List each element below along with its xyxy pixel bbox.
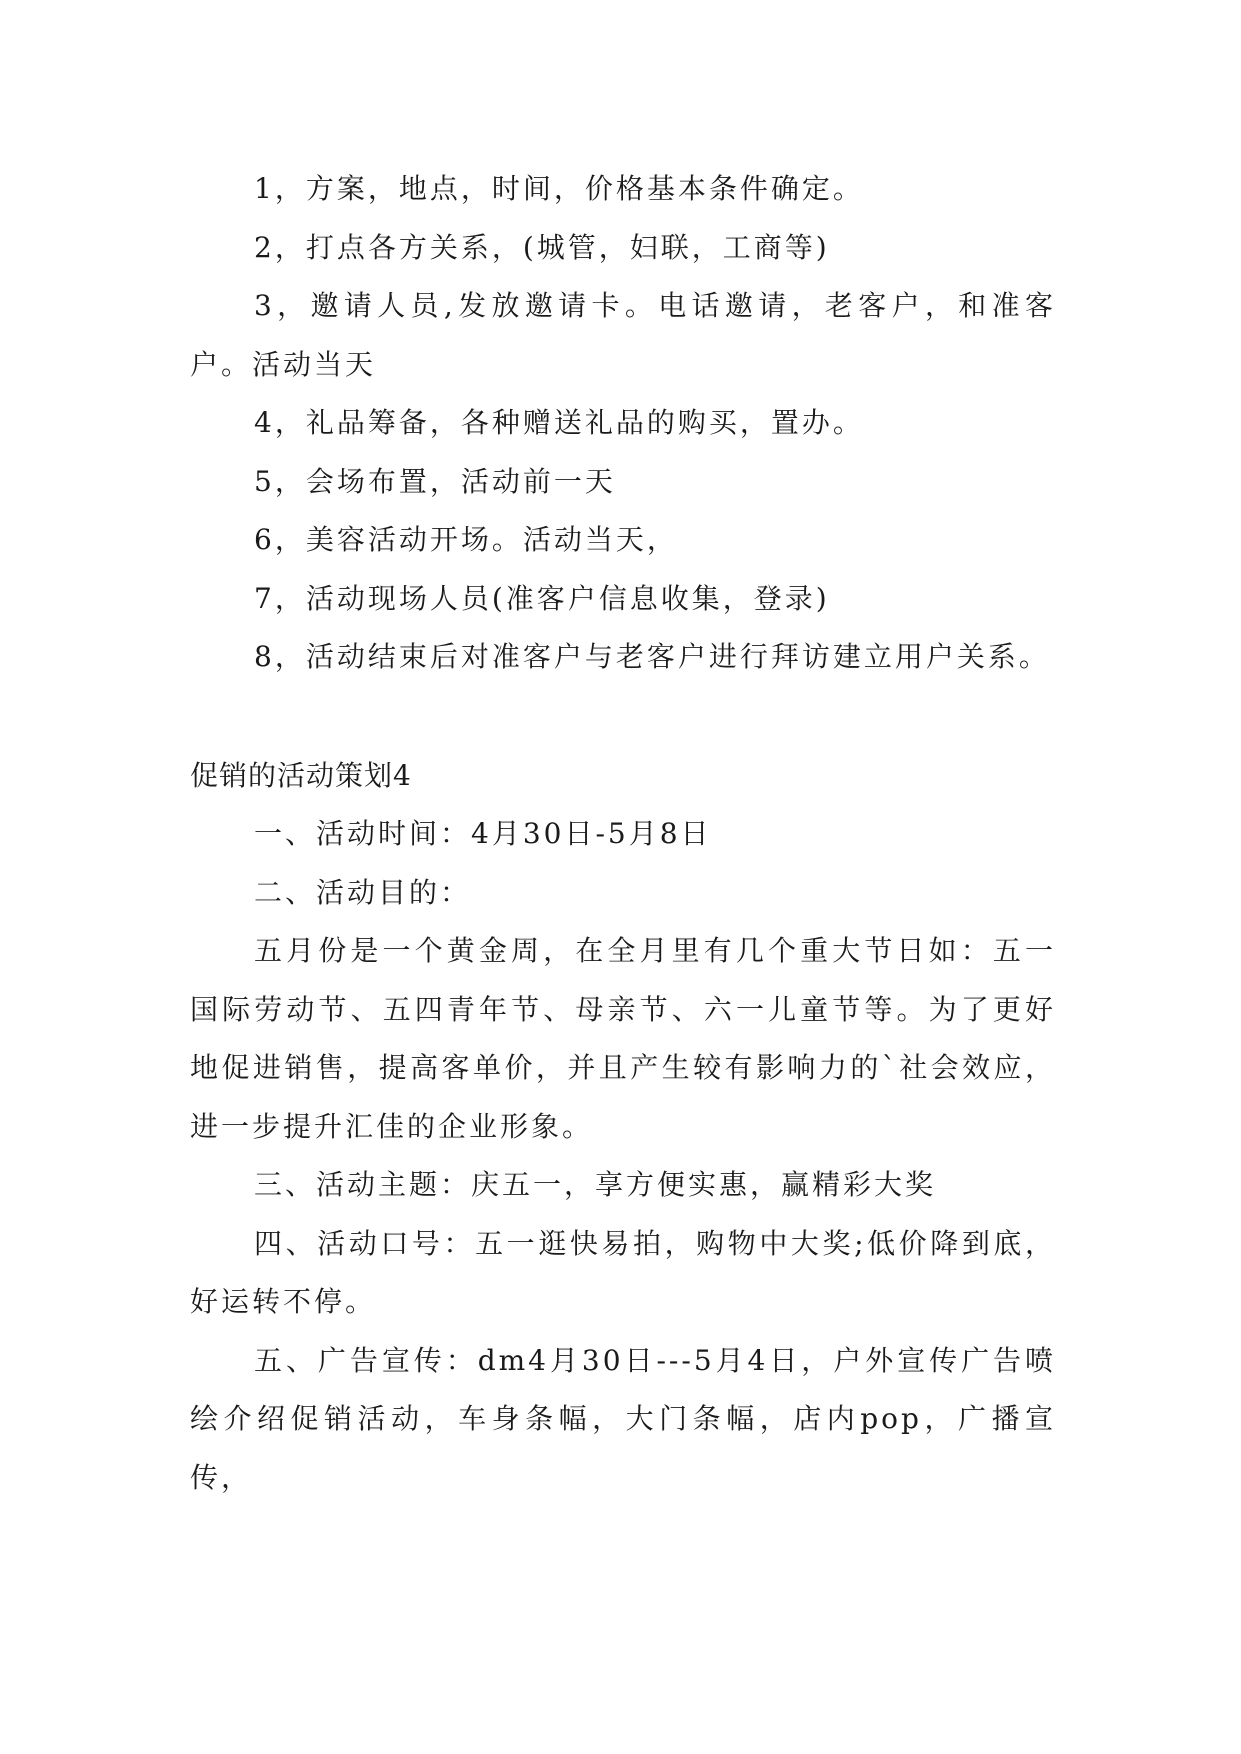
step-1: 1，方案，地点，时间，价格基本条件确定。 (254, 172, 864, 205)
advertising: 五、广告宣传：dm4月30日---5月4日，户外宣传广告喷绘介绍促销活动，车身条幅，大门条幅，店内pop，广播宣传， (190, 1343, 1056, 1494)
activity-time: 一、活动时间：4月30日-5月8日 (254, 817, 712, 850)
activity-slogan: 四、活动口号：五一逛快易拍，购物中大奖;低价降到底，好运转不停。 (190, 1226, 1056, 1318)
section-gap (190, 687, 1056, 747)
section-title: 促销的活动策划4 (190, 758, 412, 792)
activity-purpose-label: 二、活动目的： (254, 875, 472, 909)
step-8: 8，活动结束后对准客户与老客户进行拜访建立用户关系。 (254, 640, 1050, 673)
step-7: 7，活动现场人员(准客户信息收集，登录) (254, 581, 830, 615)
document-body (190, 160, 1056, 1507)
step-3: 3，邀请人员,发放邀请卡。电话邀请，老客户，和准客户。活动当天 (190, 289, 1056, 381)
activity-purpose-text: 五月份是一个黄金周，在全月里有几个重大节日如：五一国际劳动节、五四青年节、母亲节、六一儿童节等。为了更好地促进销售，提高客单价，并且产生较有影响力的`社会效应，进一步提升汇佳的企业形象。 (190, 934, 1056, 1143)
step-5: 5，会场布置，活动前一天 (254, 464, 616, 498)
activity-theme: 三、活动主题：庆五一，享方便实惠，赢精彩大奖 (254, 1168, 937, 1201)
step-2: 2，打点各方关系，(城管，妇联，工商等) (254, 230, 830, 264)
step-6: 6，美容活动开场。活动当天， (254, 523, 678, 556)
step-4: 4，礼品筹备，各种赠送礼品的购买，置办。 (254, 406, 864, 439)
